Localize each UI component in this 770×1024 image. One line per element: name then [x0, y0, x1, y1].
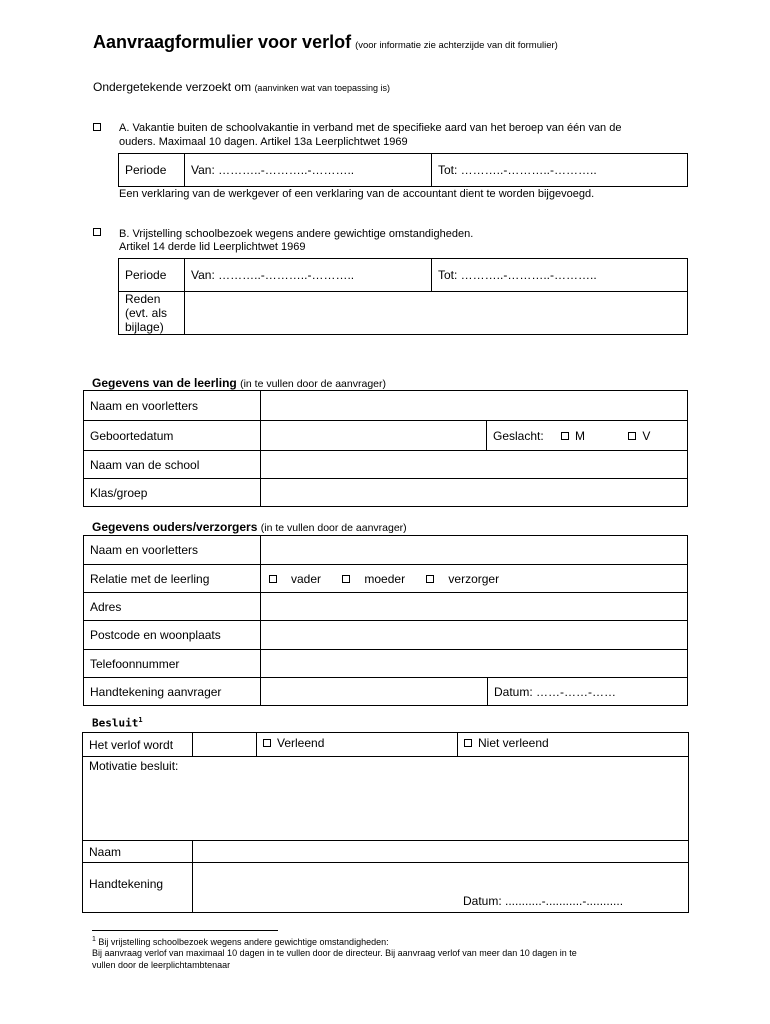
ouders-heading [92, 520, 407, 534]
van-field[interactable]: Van: ………..-………..-……….. [185, 154, 432, 187]
option-b-period-table [118, 258, 688, 335]
verleend-checkbox[interactable] [263, 739, 271, 747]
school-label: Naam van de school [84, 451, 261, 479]
periode-label: Periode [119, 259, 185, 292]
vader-checkbox[interactable] [269, 575, 277, 583]
leerling-table [83, 390, 688, 507]
besluit-naam-field[interactable] [193, 841, 689, 863]
adres-field[interactable] [261, 593, 688, 621]
verleend-option [257, 733, 458, 757]
footnote-line3: vullen door de leerplichtambtenaar [92, 960, 231, 970]
telefoon-label: Telefoonnummer [84, 650, 261, 678]
option-a-checkbox[interactable] [93, 123, 101, 131]
niet-verleend-checkbox[interactable] [464, 739, 472, 747]
school-field[interactable] [261, 451, 688, 479]
title-text: Aanvraagformulier voor verlof [93, 32, 352, 52]
postcode-label: Postcode en woonplaats [84, 621, 261, 650]
geslacht-label: Geslacht: [493, 428, 544, 443]
intro-note: (aanvinken wat van toepassing is) [254, 83, 391, 93]
geslacht-v-checkbox[interactable] [628, 432, 636, 440]
footnote-divider [92, 930, 278, 931]
option-a-line2: ouders. Maximaal 10 dagen. Artikel 13a Leerplichtwet 1969 [119, 136, 408, 148]
leerling-naam-field[interactable] [261, 391, 688, 421]
reden-line2: (evt. als [125, 306, 168, 320]
adres-label: Adres [84, 593, 261, 621]
niet-verleend-label: Niet verleend [478, 736, 549, 750]
verlof-label-spacer [193, 733, 257, 757]
niet-verleend-option [458, 733, 689, 757]
intro-line [93, 80, 390, 94]
option-b-checkbox[interactable] [93, 228, 101, 236]
leerling-heading [92, 376, 386, 390]
geslacht-cell [487, 421, 688, 451]
handtekening-aanvrager-label: Handtekening aanvrager [84, 678, 261, 706]
verzorger-checkbox[interactable] [426, 575, 434, 583]
leerling-naam-label: Naam en voorletters [84, 391, 261, 421]
reden-line3: bijlage) [125, 320, 164, 334]
postcode-field[interactable] [261, 621, 688, 650]
ouders-naam-label: Naam en voorletters [84, 536, 261, 565]
reden-line1: Reden [125, 292, 161, 306]
reden-field[interactable] [185, 292, 688, 335]
option-a-note: Een verklaring van de werkgever of een verklaring van de accountant dient te worden bijgevoegd. [119, 188, 595, 200]
besluit-handtekening-field[interactable] [193, 863, 689, 913]
verzorger-label: verzorger [448, 571, 500, 586]
footnote-line1 [92, 936, 389, 947]
relatie-label: Relatie met de leerling [84, 565, 261, 593]
intro-text: Ondergetekende verzoekt om [93, 80, 252, 94]
reden-label [119, 292, 185, 335]
geslacht-v-label: V [642, 428, 651, 443]
vader-label: vader [291, 571, 322, 586]
ouders-table [83, 535, 688, 706]
besluit-heading [92, 716, 143, 730]
handtekening-aanvrager-field[interactable] [261, 678, 488, 706]
besluit-datum: Datum: ...........-...........-........... [463, 894, 624, 908]
option-b-line2: Artikel 14 derde lid Leerplichtwet 1969 [119, 241, 306, 253]
option-b-line1: B. Vrijstelling schoolbezoek wegens andere gewichtige omstandigheden. [119, 228, 474, 240]
besluit-heading-text: Besluit [92, 716, 139, 730]
option-a-period-table [118, 153, 688, 187]
motivatie-field[interactable] [83, 757, 689, 841]
van-field[interactable]: Van: ………..-………..-……….. [185, 259, 432, 292]
verleend-label: Verleend [277, 736, 325, 750]
geslacht-m-checkbox[interactable] [561, 432, 569, 440]
ouders-heading-note: (in te vullen door de aanvrager) [260, 522, 407, 534]
leerling-heading-text: Gegevens van de leerling [92, 376, 237, 390]
geboortedatum-field[interactable] [261, 421, 487, 451]
relatie-options [261, 565, 688, 593]
title-note: (voor informatie zie achterzijde van dit formulier) [355, 40, 558, 51]
periode-label: Periode [119, 154, 185, 187]
tot-field[interactable]: Tot: ………..-………..-……….. [432, 259, 688, 292]
geslacht-m-label: M [575, 428, 586, 443]
besluit-handtekening-label: Handtekening [83, 863, 193, 913]
footnote-marker: 1 [92, 936, 96, 943]
option-a-line1: A. Vakantie buiten de schoolvakantie in verband met de specifieke aard van het beroep van één van de [119, 122, 622, 134]
motivatie-label: Motivatie besluit: [89, 759, 179, 773]
tot-field[interactable]: Tot: ………..-………..-……….. [432, 154, 688, 187]
verlof-label: Het verlof wordt [83, 733, 193, 757]
aanvrager-datum-field[interactable]: Datum: ……-……-…… [488, 678, 688, 706]
ouders-heading-text: Gegevens ouders/verzorgers [92, 520, 258, 534]
klas-field[interactable] [261, 479, 688, 507]
moeder-label: moeder [364, 571, 406, 586]
ouders-naam-field[interactable] [261, 536, 688, 565]
besluit-footnote-ref: 1 [138, 716, 143, 724]
footnote-line2: Bij aanvraag verlof van maximaal 10 dagen in te vullen door de directeur. Bij aanvraag verlof van meer dan 10 dagen in te [92, 948, 577, 958]
klas-label: Klas/groep [84, 479, 261, 507]
footnote-line1-text: Bij vrijstelling schoolbezoek wegens andere gewichtige omstandigheden: [98, 937, 389, 947]
moeder-checkbox[interactable] [342, 575, 350, 583]
leerling-heading-note: (in te vullen door de aanvrager) [240, 378, 386, 390]
form-title [93, 32, 558, 53]
geboortedatum-label: Geboortedatum [84, 421, 261, 451]
besluit-table [82, 732, 689, 913]
telefoon-field[interactable] [261, 650, 688, 678]
besluit-naam-label: Naam [83, 841, 193, 863]
